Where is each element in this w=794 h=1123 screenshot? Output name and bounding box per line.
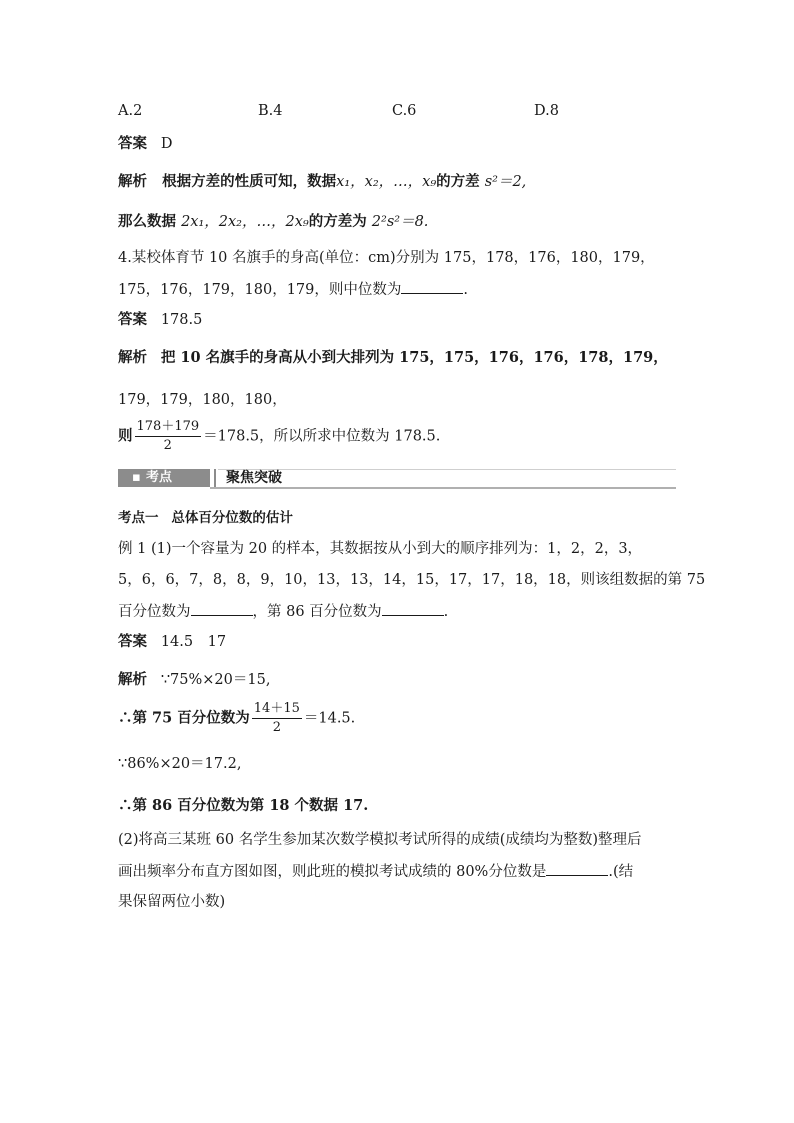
answer-blank xyxy=(382,601,444,616)
ex1-text: 百分位数为 xyxy=(118,604,191,620)
ex1-text-end: . xyxy=(443,604,449,620)
explain-text: 那么数据 xyxy=(118,213,176,230)
ex1-answer xyxy=(118,632,226,652)
explain-text: ∵75%×20＝15, xyxy=(160,672,271,688)
answer-label: 答案 xyxy=(118,311,147,328)
explain-text: ＝14.5. xyxy=(303,710,356,727)
explain-text: 的方差为 xyxy=(308,213,367,230)
explain-text: ＝178.5，所以所求中位数为 178.5. xyxy=(203,428,441,445)
topic-heading xyxy=(118,508,293,528)
q4-line1: 4.某校体育节 10 名旗手的身高(单位：cm)分别为 175，178，176，180，179， xyxy=(118,250,655,266)
ex1-explain-line4: ∴第 86 百分位数为第 18 个数据 17. xyxy=(118,797,369,814)
ex1-line2: 5，6，6，7，8，8，9，10，13，13，14，15，17，17，18，18，则该组数据的第 75 xyxy=(118,572,706,588)
ex1-2-line3: 果保留两位小数) xyxy=(118,894,226,910)
q3-explain-line1 xyxy=(118,172,526,192)
q4-explain-line3 xyxy=(118,418,440,455)
explain-eq: 2²s²＝8. xyxy=(371,214,429,230)
q3-answer xyxy=(118,134,172,154)
fraction xyxy=(135,418,202,455)
explain-text: 根据方差的性质可知，数据 xyxy=(162,173,337,190)
answer-value: D xyxy=(160,136,173,152)
section-top-rule xyxy=(218,469,676,470)
ex1-explain-line2 xyxy=(118,700,355,737)
ex1-2-text: 画出频率分布直方图如图，则此班的模拟考试成绩的 80%分位数是 xyxy=(118,864,547,880)
choice-d: D.8 xyxy=(534,103,559,119)
choice-c: C.6 xyxy=(392,103,417,119)
ex1-explain-line1 xyxy=(118,670,270,690)
section-tag-label: 考点 xyxy=(146,470,173,485)
ex1-2-line2 xyxy=(118,861,633,882)
ex1-explain-line3: ∵86%×20＝17.2, xyxy=(118,756,242,772)
answer-label: 答案 xyxy=(118,633,147,650)
explain-text: 的方差 xyxy=(436,173,480,190)
choice-a: A.2 xyxy=(118,103,143,119)
topic-title: 总体百分位数的估计 xyxy=(171,510,293,526)
ex1-2-text: .(结 xyxy=(608,864,634,880)
section-title: 聚焦突破 xyxy=(226,470,282,486)
choice-b: B.4 xyxy=(258,103,283,119)
explain-label: 解析 xyxy=(118,173,147,190)
explain-text: 则 xyxy=(118,427,133,445)
topic-label: 考点一 xyxy=(118,510,159,526)
explain-text: 把 10 名旗手的身高从小到大排列为 175，175，176，176，178，179， xyxy=(160,349,668,366)
explain-label: 解析 xyxy=(118,671,147,688)
q4-text: 175，176，179，180，179，则中位数为 xyxy=(118,282,402,298)
fraction-numerator: 178＋179 xyxy=(135,418,202,437)
q4-explain-line2: 179，179，180，180， xyxy=(118,392,287,408)
q3-explain-line2 xyxy=(118,212,428,232)
q4-text-end: . xyxy=(463,282,468,298)
fraction xyxy=(252,700,302,737)
q4-line2 xyxy=(118,279,468,300)
answer-value: 178.5 xyxy=(160,312,203,328)
ex1-2-line1: (2)将高三某班 60 名学生参加某次数学模拟考试所得的成绩(成绩均为整数)整理后 xyxy=(118,832,642,848)
ex1-line1: 例 1 (1)一个容量为 20 的样本，其数据按从小到大的顺序排列为：1，2，2，3， xyxy=(118,541,643,557)
explain-vars: 2x₁，2x₂，…，2x₉ xyxy=(181,214,309,230)
ex1-text: ，第 86 百分位数为 xyxy=(252,604,382,620)
ex1-line3 xyxy=(118,601,448,622)
section-tag xyxy=(118,469,210,487)
bullet-icon: ▪ xyxy=(132,470,141,485)
q4-answer xyxy=(118,310,202,330)
explain-label: 解析 xyxy=(118,349,147,366)
fraction-denominator: 2 xyxy=(163,438,172,453)
answer-blank xyxy=(401,279,463,294)
answer-value: 14.5 17 xyxy=(160,634,227,650)
explain-vars: x₁，x₂，…，x₉ xyxy=(336,174,437,190)
explain-eq: s²＝2, xyxy=(484,174,527,190)
section-divider xyxy=(214,469,216,487)
section-header-bar xyxy=(118,467,676,489)
fraction-numerator: 14＋15 xyxy=(252,700,302,719)
fraction-denominator: 2 xyxy=(272,720,281,735)
answer-blank xyxy=(546,861,608,876)
answer-blank xyxy=(191,601,253,616)
answer-label: 答案 xyxy=(118,135,147,152)
explain-text: ∴第 75 百分位数为 xyxy=(118,709,250,727)
section-rule xyxy=(210,487,676,489)
q4-explain-line1 xyxy=(118,348,668,368)
